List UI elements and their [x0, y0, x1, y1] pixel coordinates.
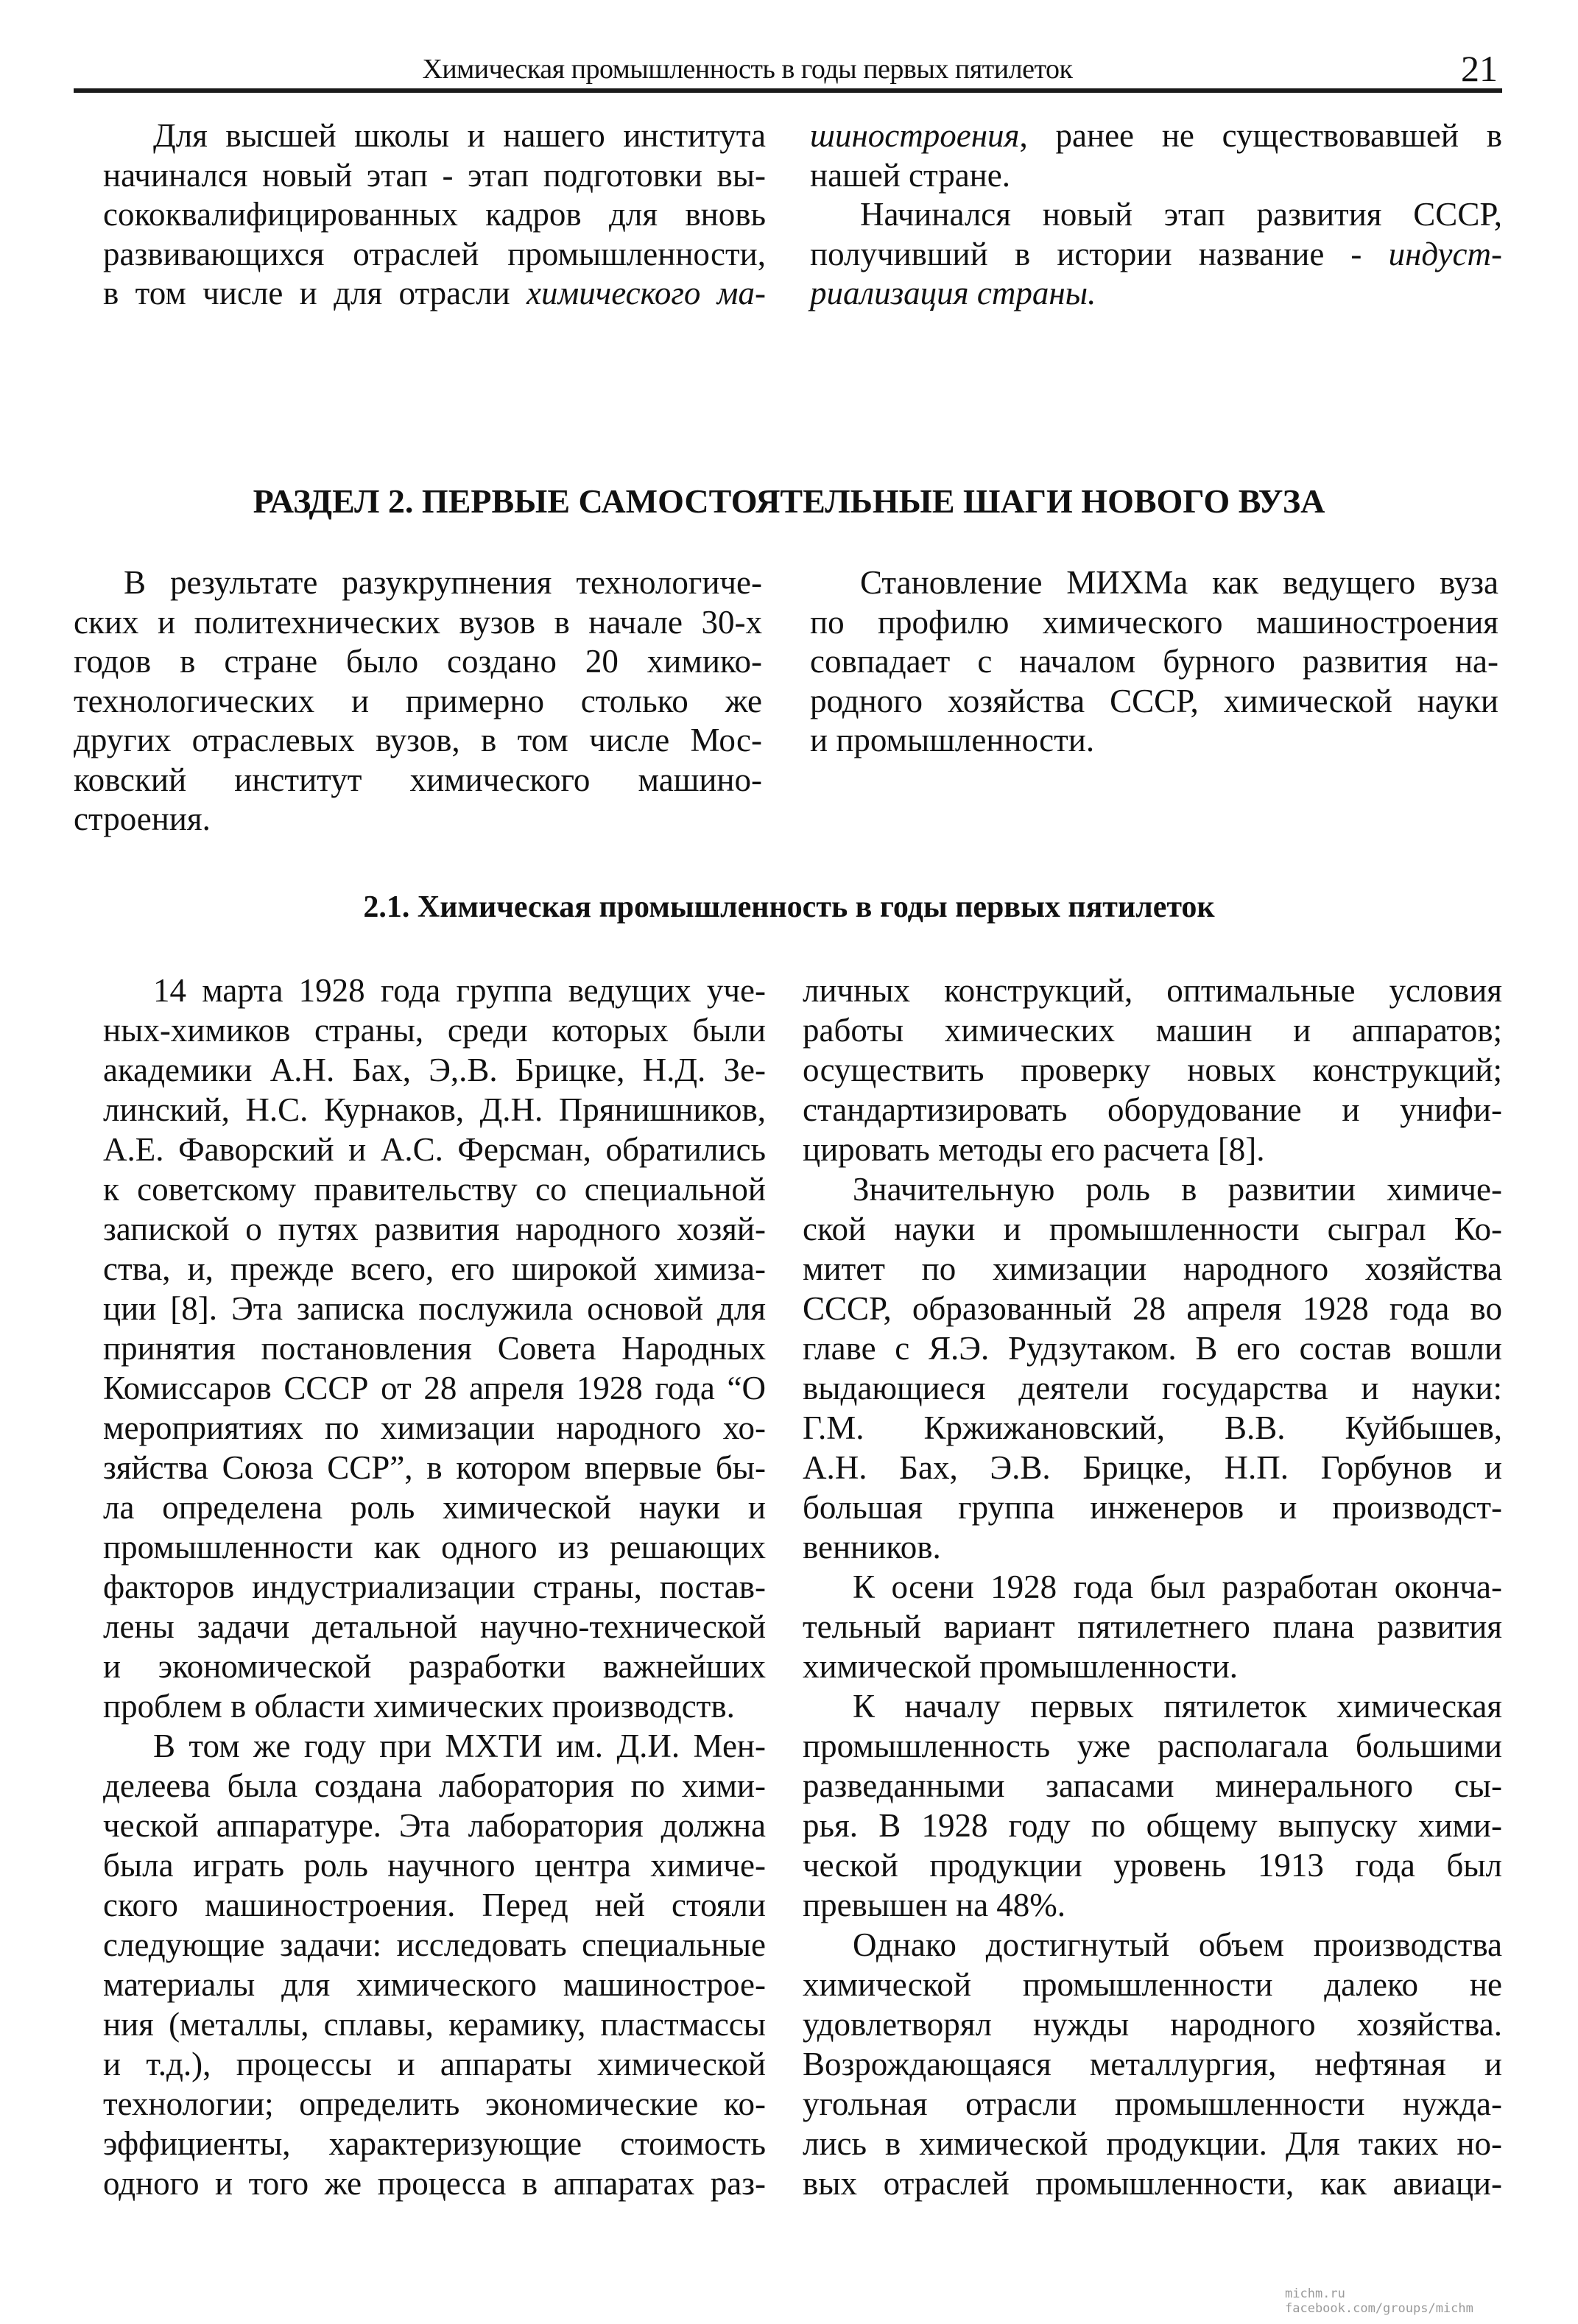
text-line: рья. В 1928 году по общему выпуску хими-: [803, 1807, 1502, 1844]
text-line: мероприятиях по химизации народного хо-: [103, 1409, 766, 1446]
text-line: венников.: [803, 1529, 941, 1566]
main-left-column: [103, 971, 766, 2203]
text-line: цировать методы его расчета [8].: [803, 1131, 1265, 1168]
watermark-site: michm.ru: [1285, 2286, 1345, 2301]
paragraph: [803, 1567, 1502, 1686]
text-line: промышленности как одного из решающих: [103, 1529, 766, 1566]
text-line: выдающиеся деятели государства и науки:: [803, 1370, 1502, 1406]
text-line: В результате разукрупнения технологиче-: [124, 564, 762, 601]
text-line: удовлетворял нужды народного хозяйства.: [803, 2006, 1502, 2043]
text-line: большая группа инженеров и производст-: [803, 1489, 1502, 1526]
text-line: ческой аппаратуре. Эта лаборатория должна: [103, 1807, 766, 1844]
paragraph: [803, 1169, 1502, 1567]
text-line: стандартизировать оборудование и унифи-: [803, 1091, 1502, 1128]
paragraph: [810, 195, 1502, 314]
text-line: митет по химизации народного хозяйства: [803, 1250, 1502, 1287]
page-number: 21: [1461, 48, 1498, 89]
italic-term: риализация страны.: [810, 275, 1096, 311]
text-line: совпадает с началом бурного развития на-: [810, 643, 1498, 680]
text-line: Для высшей школы и нашего института: [153, 117, 766, 154]
paragraph: [803, 971, 1502, 1169]
text-line: строения.: [74, 800, 211, 837]
text-line: родного хозяйства СССР, химической науки: [810, 682, 1498, 719]
text-line: Комиссаров СССР от 28 апреля 1928 года “О: [103, 1370, 766, 1406]
text-line: эффициенты, характеризующие стоимость: [103, 2125, 766, 2162]
paragraph: [103, 971, 766, 1726]
text-line: [810, 116, 1502, 156]
text-line: Г.М. Кржижановский, В.В. Куйбышев,: [803, 1409, 1502, 1446]
text-line: главе с Я.Э. Рудзутаком. В его состав вошли: [803, 1330, 1502, 1367]
text-line: принятия постановления Совета Народных: [103, 1330, 766, 1367]
text-line: Возрождающаяся металлургия, нефтяная и: [803, 2046, 1502, 2082]
text-line: тельный вариант пятилетнего плана развития: [803, 1608, 1502, 1645]
text-line: ла определена роль химической науки и: [103, 1489, 766, 1526]
text-line: годов в стране было создано 20 химико-: [74, 643, 762, 680]
text-line: и промышленности.: [810, 722, 1095, 758]
main-right-column: [803, 971, 1502, 2203]
text-line: [810, 235, 1502, 275]
paragraph: [810, 116, 1502, 195]
text-line: технологии; определить экономические ко-: [103, 2085, 766, 2122]
paragraph: [810, 563, 1498, 761]
paragraph: [803, 1925, 1502, 2203]
text-line: Значительную роль в развитии химиче-: [853, 1171, 1502, 1208]
text-line: ции [8]. Эта записка послужила основой для: [103, 1290, 766, 1327]
italic-term: индуст-: [1388, 235, 1502, 272]
text-line: делеева была создана лаборатория по хими-: [103, 1767, 766, 1804]
text-line: промышленность уже располагала большими: [803, 1728, 1502, 1764]
text-line: ковский институт химического машино-: [74, 761, 762, 798]
text-line: К началу первых пятилеток химическая: [853, 1688, 1502, 1725]
text-run: в том числе и для отрасли: [103, 275, 527, 311]
paragraph: [74, 563, 762, 839]
text-line: ства, и, прежде всего, его широкой химиза-: [103, 1250, 766, 1287]
text-line: [103, 274, 766, 314]
section-title: РАЗДЕЛ 2. ПЕРВЫЕ САМОСТОЯТЕЛЬНЫЕ ШАГИ НОВОГО ВУЗА: [253, 482, 1325, 520]
text-line: академики А.Н. Бах, Э,.В. Брицке, Н.Д. Зе-: [103, 1052, 766, 1088]
text-line: разведанными запасами минерального сы-: [803, 1767, 1502, 1804]
text-line: Начинался новый этап развития СССР,: [860, 196, 1502, 233]
text-line: факторов индустриализации страны, постав-: [103, 1568, 766, 1605]
text-line: лись в химической продукции. Для таких но-: [803, 2125, 1502, 2162]
text-line: Однако достигнутый объем производства: [853, 1926, 1502, 1963]
text-line: одного и того же процесса в аппаратах раз-: [103, 2165, 766, 2202]
subsection-title: 2.1. Химическая промышленность в годы первых пятилеток: [363, 890, 1215, 924]
text-line: Становление МИХМа как ведущего вуза: [860, 564, 1498, 601]
text-line: работы химических машин и аппаратов;: [803, 1012, 1502, 1049]
text-line: по профилю химического машиностроения: [810, 603, 1498, 641]
text-line: превышен на 48%.: [803, 1887, 1066, 1923]
intro-left-column: [103, 116, 766, 314]
text-line: была играть роль научного центра химиче-: [103, 1847, 766, 1884]
text-line: СССР, образованный 28 апреля 1928 года во: [803, 1290, 1502, 1327]
watermark-group: facebook.com/groups/michm: [1285, 2301, 1473, 2316]
text-line: лены задачи детальной научно-технической: [103, 1608, 766, 1645]
text-line: материалы для химического машинострое-: [103, 1966, 766, 2003]
text-line: осуществить проверку новых конструкций;: [803, 1052, 1502, 1088]
paragraph: [103, 116, 766, 314]
text-line: угольная отрасли промышленности нужда-: [803, 2085, 1502, 2122]
italic-term: шиностроения: [810, 117, 1020, 154]
italic-term: химического ма-: [526, 275, 767, 311]
text-line: вых отраслей промышленности, как авиаци-: [803, 2165, 1502, 2202]
text-line: нашей стране.: [810, 156, 1010, 194]
text-run: получивший в истории название -: [810, 235, 1389, 272]
text-line: ния (металлы, сплавы, керамику, пластмассы: [103, 2006, 766, 2043]
running-header: [74, 48, 1502, 93]
intro-right-column: [810, 116, 1502, 314]
text-line: А.Н. Бах, Э.В. Брицке, Н.П. Горбунов и: [803, 1449, 1502, 1486]
section-right-column: [810, 563, 1498, 761]
section-left-column: [74, 563, 762, 839]
text-line: ской науки и промышленности сыграл Ко-: [803, 1211, 1502, 1247]
text-line: ческой продукции уровень 1913 года был: [803, 1847, 1502, 1884]
text-line: технологических и примерно столько же: [74, 682, 762, 719]
text-line: и экономической разработки важнейших: [103, 1648, 766, 1685]
text-line: ных-химиков страны, среди которых были: [103, 1012, 766, 1049]
text-line: ских и политехнических вузов в начале 30-х: [74, 603, 762, 641]
text-line: 14 марта 1928 года группа ведущих уче-: [153, 972, 766, 1009]
text-line: начинался новый этап - этап подготовки вы-: [103, 156, 766, 194]
text-line: других отраслевых вузов, в том числе Мос-: [74, 722, 762, 758]
text-line: сококвалифицированных кадров для вновь: [103, 196, 766, 233]
text-run: , ранее не существовавшей в: [1019, 117, 1502, 154]
text-line: развивающихся отраслей промышленности,: [103, 235, 766, 272]
text-line: В том же году при МХТИ им. Д.И. Мен-: [153, 1728, 766, 1764]
watermark: [1285, 2286, 1473, 2316]
text-line: линский, Н.С. Курнаков, Д.Н. Прянишников,: [103, 1091, 766, 1128]
text-line: к советскому правительству со специальной: [103, 1171, 766, 1208]
paragraph: [103, 1726, 766, 2203]
text-line: химической промышленности далеко не: [803, 1966, 1502, 2003]
text-line: следующие задачи: исследовать специальные: [103, 1926, 766, 1963]
text-line: запиской о путях развития народного хозяй-: [103, 1211, 766, 1247]
text-line: А.Е. Фаворский и А.С. Ферсман, обратились: [103, 1131, 766, 1168]
text-line: ского машиностроения. Перед ней стояли: [103, 1887, 766, 1923]
text-line: зяйства Союза ССР”, в котором впервые бы-: [103, 1449, 766, 1486]
text-line: личных конструкций, оптимальные условия: [803, 972, 1502, 1009]
text-line: и т.д.), процессы и аппараты химической: [103, 2046, 766, 2082]
text-line: проблем в области химических производств.: [103, 1688, 735, 1725]
paragraph: [803, 1686, 1502, 1925]
text-line: химической промышленности.: [803, 1648, 1239, 1685]
running-title: Химическая промышленность в годы первых пятилеток: [422, 54, 1073, 85]
text-line: [810, 274, 1502, 314]
text-line: К осени 1928 года был разработан оконча-: [853, 1568, 1502, 1605]
